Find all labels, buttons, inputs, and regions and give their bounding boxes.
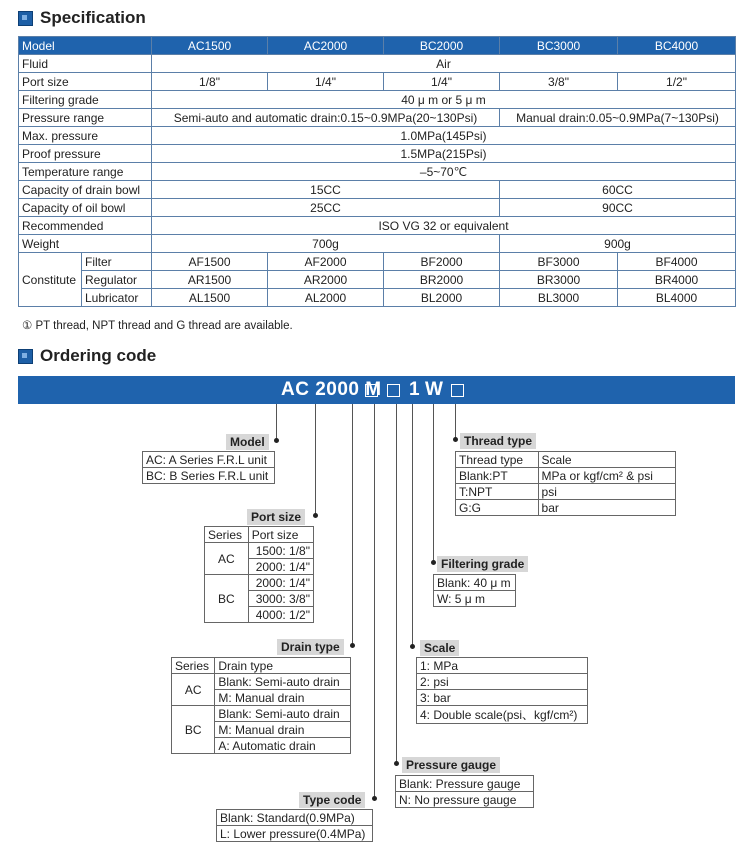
row-label: Weight	[19, 235, 152, 253]
pressure-gauge-tag: Pressure gauge	[402, 757, 500, 773]
table-cell: Blank: Standard(0.9MPa)	[217, 810, 373, 826]
connector-dot	[453, 437, 458, 442]
table-row	[19, 73, 736, 91]
table-row	[19, 289, 736, 307]
table-cell: T:NPT	[456, 484, 539, 500]
row-label: Filtering grade	[19, 91, 152, 109]
filtering-grade-table	[433, 574, 516, 607]
table-cell: BF4000	[618, 253, 736, 271]
thread-type-table	[455, 451, 676, 516]
table-cell: ISO VG 32 or equivalent	[152, 217, 736, 235]
table-cell: 1.5MPa(215Psi)	[152, 145, 736, 163]
row-label: Pressure range	[19, 109, 152, 127]
table-cell: 1/4"	[268, 73, 384, 91]
table-header: Series	[172, 658, 215, 674]
filtering-grade-tag: Filtering grade	[437, 556, 528, 572]
row-label: Capacity of drain bowl	[19, 181, 152, 199]
model-cell: BC2000	[384, 37, 500, 55]
code-slot-box	[451, 384, 464, 397]
connector-line	[374, 404, 375, 799]
table-cell: 40 μ m or 5 μ m	[152, 91, 736, 109]
table-row	[417, 706, 588, 724]
table-row	[434, 591, 516, 607]
table-cell: bar	[538, 500, 675, 516]
table-cell: 2: psi	[417, 674, 588, 690]
table-cell: N: No pressure gauge	[396, 792, 534, 808]
connector-line	[352, 404, 353, 646]
table-row	[434, 575, 516, 591]
code-series: AC	[281, 379, 310, 400]
table-cell: Blank: Pressure gauge	[396, 776, 534, 792]
table-cell: AC	[205, 543, 249, 575]
row-label: Recommended	[19, 217, 152, 235]
table-cell: –5~70℃	[152, 163, 736, 181]
constitute-label: Constitute	[19, 253, 82, 307]
specification-title: Specification	[40, 8, 146, 27]
table-row	[417, 690, 588, 706]
code-filter-letter: W	[425, 379, 444, 400]
table-cell: BR3000	[500, 271, 618, 289]
table-row	[19, 145, 736, 163]
table-row	[217, 826, 373, 842]
table-cell: 1500: 1/8"	[248, 543, 313, 559]
table-cell: BC	[172, 706, 215, 754]
connector-line	[315, 404, 316, 516]
table-row	[19, 127, 736, 145]
table-cell: 2000: 1/4"	[248, 575, 313, 591]
table-cell: L: Lower pressure(0.4MPa)	[217, 826, 373, 842]
table-cell: AR2000	[268, 271, 384, 289]
ordering-code-bar	[18, 376, 735, 404]
connector-dot	[410, 644, 415, 649]
table-cell: 15CC	[152, 181, 500, 199]
table-row	[396, 776, 534, 792]
table-row	[205, 575, 314, 591]
table-row	[172, 674, 351, 690]
table-cell: Manual drain:0.05~0.9MPa(7~130Psi)	[500, 109, 736, 127]
table-row	[396, 792, 534, 808]
table-cell: AF1500	[152, 253, 268, 271]
table-cell: AL2000	[268, 289, 384, 307]
table-cell: AL1500	[152, 289, 268, 307]
table-cell: BF3000	[500, 253, 618, 271]
model-cell: AC2000	[268, 37, 384, 55]
row-label: Fluid	[19, 55, 152, 73]
connector-line	[396, 404, 397, 764]
table-cell: 1/8"	[152, 73, 268, 91]
ordering-code-heading	[18, 346, 156, 366]
table-row	[456, 452, 676, 468]
pressure-gauge-table	[395, 775, 534, 808]
table-header: Thread type	[456, 452, 539, 468]
table-header: Port size	[248, 527, 313, 543]
table-cell: AC: A Series F.R.L unit	[143, 452, 275, 468]
table-row	[19, 55, 736, 73]
table-cell: 3/8"	[500, 73, 618, 91]
table-cell: 3000: 3/8"	[248, 591, 313, 607]
model-table	[142, 451, 275, 484]
section-square-icon	[18, 349, 33, 364]
table-cell: Air	[152, 55, 736, 73]
table-header: Scale	[538, 452, 675, 468]
model-tag: Model	[226, 434, 269, 450]
table-cell: 25CC	[152, 199, 500, 217]
code-slot-box	[387, 384, 400, 397]
scale-tag: Scale	[420, 640, 459, 656]
table-cell: BC	[205, 575, 249, 623]
section-square-icon	[18, 11, 33, 26]
table-header: Drain type	[215, 658, 351, 674]
table-row	[19, 163, 736, 181]
code-gauge-digit: 1	[409, 379, 421, 400]
connector-dot	[431, 560, 436, 565]
table-cell: MPa or kgf/cm² & psi	[538, 468, 675, 484]
table-cell: 90CC	[500, 199, 736, 217]
table-cell: BL3000	[500, 289, 618, 307]
table-cell: 700g	[152, 235, 500, 253]
table-row	[172, 706, 351, 722]
connector-line	[433, 404, 434, 563]
table-cell: Blank: Semi-auto drain	[215, 674, 351, 690]
table-cell: 1.0MPa(145Psi)	[152, 127, 736, 145]
drain-type-tag: Drain type	[277, 639, 344, 655]
table-row	[205, 527, 314, 543]
table-row	[456, 484, 676, 500]
scale-table	[416, 657, 588, 724]
table-cell: AC	[172, 674, 215, 706]
connector-dot	[372, 796, 377, 801]
connector-dot	[394, 761, 399, 766]
table-cell: 1/2"	[618, 73, 736, 91]
table-cell: W: 5 μ m	[434, 591, 516, 607]
table-row	[417, 674, 588, 690]
connector-dot	[313, 513, 318, 518]
table-row	[19, 181, 736, 199]
table-cell: AR1500	[152, 271, 268, 289]
type-code-tag: Type code	[299, 792, 365, 808]
port-size-tag: Port size	[247, 509, 305, 525]
thread-note: ① PT thread, NPT thread and G thread are available.	[22, 320, 293, 332]
table-row	[143, 468, 275, 484]
model-cell: BC4000	[618, 37, 736, 55]
row-label: Capacity of oil bowl	[19, 199, 152, 217]
connector-line	[455, 404, 456, 440]
table-cell: M: Manual drain	[215, 690, 351, 706]
table-cell: 2000: 1/4"	[248, 559, 313, 575]
table-header: Series	[205, 527, 249, 543]
table-cell: M: Manual drain	[215, 722, 351, 738]
table-row	[19, 91, 736, 109]
table-row	[19, 271, 736, 289]
thread-type-tag: Thread type	[460, 433, 536, 449]
row-label: Port size	[19, 73, 152, 91]
table-cell: 1: MPa	[417, 658, 588, 674]
table-row	[19, 217, 736, 235]
table-cell: 60CC	[500, 181, 736, 199]
table-cell: Blank: Semi-auto drain	[215, 706, 351, 722]
table-row	[417, 658, 588, 674]
table-row	[456, 500, 676, 516]
table-row	[205, 543, 314, 559]
code-drain: M	[365, 379, 382, 400]
code-slot-box	[365, 384, 378, 397]
table-cell: Semi-auto and automatic drain:0.15~0.9MPa(20~130Psi)	[152, 109, 500, 127]
table-cell: 3: bar	[417, 690, 588, 706]
table-row	[19, 109, 736, 127]
table-cell: BL4000	[618, 289, 736, 307]
row-label: Filter	[82, 253, 152, 271]
table-cell: BC: B Series F.R.L unit	[143, 468, 275, 484]
port-size-table	[204, 526, 314, 623]
table-cell: A: Automatic drain	[215, 738, 351, 754]
table-cell: G:G	[456, 500, 539, 516]
specification-heading	[18, 8, 146, 28]
connector-line	[412, 404, 413, 647]
table-cell: BL2000	[384, 289, 500, 307]
table-row	[143, 452, 275, 468]
model-cell: BC3000	[500, 37, 618, 55]
table-cell: BF2000	[384, 253, 500, 271]
connector-dot	[350, 643, 355, 648]
model-cell: AC1500	[152, 37, 268, 55]
table-cell: 1/4"	[384, 73, 500, 91]
table-cell: Blank:PT	[456, 468, 539, 484]
connector-dot	[274, 438, 279, 443]
row-label: Temperature range	[19, 163, 152, 181]
table-cell: BR2000	[384, 271, 500, 289]
table-row	[19, 37, 736, 55]
table-row	[456, 468, 676, 484]
table-cell: 4: Double scale(psi、kgf/cm²)	[417, 706, 588, 724]
table-row	[217, 810, 373, 826]
table-row	[19, 235, 736, 253]
row-label: Regulator	[82, 271, 152, 289]
table-row	[172, 658, 351, 674]
table-cell: 900g	[500, 235, 736, 253]
table-cell: psi	[538, 484, 675, 500]
table-cell: 4000: 1/2"	[248, 607, 313, 623]
table-row	[19, 199, 736, 217]
table-cell: BR4000	[618, 271, 736, 289]
model-label: Model	[19, 37, 152, 55]
table-cell: Blank: 40 μ m	[434, 575, 516, 591]
table-row	[19, 253, 736, 271]
code-size: 2000	[315, 379, 360, 400]
specification-table	[18, 36, 736, 307]
drain-type-table	[171, 657, 351, 754]
row-label: Proof pressure	[19, 145, 152, 163]
row-label: Lubricator	[82, 289, 152, 307]
type-code-table	[216, 809, 373, 842]
ordering-code-title: Ordering code	[40, 346, 157, 365]
row-label: Max. pressure	[19, 127, 152, 145]
connector-line	[276, 404, 277, 441]
table-cell: AF2000	[268, 253, 384, 271]
